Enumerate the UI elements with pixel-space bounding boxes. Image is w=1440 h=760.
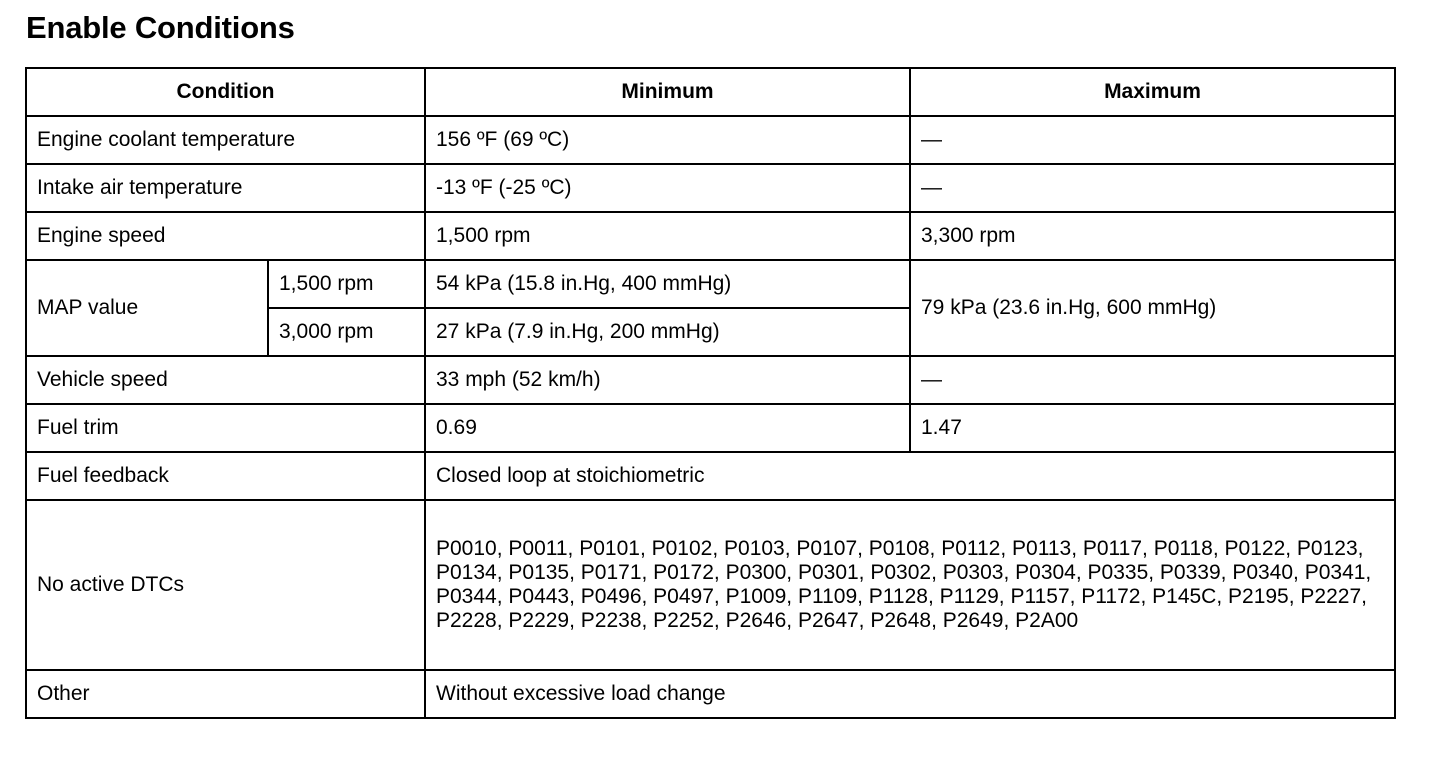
condition-label: No active DTCs <box>26 500 425 670</box>
condition-label: Intake air temperature <box>26 164 425 212</box>
table-row <box>26 212 1395 260</box>
header-condition: Condition <box>26 68 425 116</box>
enable-conditions-table <box>25 67 1396 719</box>
header-minimum: Minimum <box>425 68 910 116</box>
table-row <box>26 116 1395 164</box>
table-row <box>26 164 1395 212</box>
sub-condition-label: 3,000 rpm <box>268 308 425 356</box>
condition-label: Engine speed <box>26 212 425 260</box>
sub-condition-label: 1,500 rpm <box>268 260 425 308</box>
condition-label: Vehicle speed <box>26 356 425 404</box>
condition-label: Fuel feedback <box>26 452 425 500</box>
minimum-value: 0.69 <box>425 404 910 452</box>
condition-label: MAP value <box>26 260 268 356</box>
minimum-value: 54 kPa (15.8 in.Hg, 400 mmHg) <box>425 260 910 308</box>
condition-label: Other <box>26 670 425 718</box>
minimum-value: 33 mph (52 km/h) <box>425 356 910 404</box>
condition-value: Closed loop at stoichiometric <box>425 452 1395 500</box>
maximum-value: — <box>910 164 1395 212</box>
table-row <box>26 452 1395 500</box>
header-row <box>26 68 1395 116</box>
minimum-value: -13 ºF (-25 ºC) <box>425 164 910 212</box>
table-row <box>26 404 1395 452</box>
minimum-value: 27 kPa (7.9 in.Hg, 200 mmHg) <box>425 308 910 356</box>
page-title: Enable Conditions <box>26 10 295 45</box>
minimum-value: 1,500 rpm <box>425 212 910 260</box>
condition-label: Engine coolant temperature <box>26 116 425 164</box>
dtc-list: P0010, P0011, P0101, P0102, P0103, P0107, P0108, P0112, P0113, P0117, P0118, P0122, P0123, P0134, P0135, P0171, P0172, P0300, P0301, P0302, P0303, P0304, P0335, P0339, P0340, P0341, P0344, P0443, P0496, P0497, P1009, P1109, P1128, P1129, P1157, P1172, P145C, P2195, P2227, P2228, P2229, P2238, P2252, P2646, P2647, P2648, P2649, P2A00 <box>425 500 1395 670</box>
table-row <box>26 670 1395 718</box>
minimum-value: 156 ºF (69 ºC) <box>425 116 910 164</box>
maximum-value: — <box>910 356 1395 404</box>
table-row <box>26 500 1395 670</box>
table-row <box>26 356 1395 404</box>
maximum-value: — <box>910 116 1395 164</box>
maximum-value: 1.47 <box>910 404 1395 452</box>
header-maximum: Maximum <box>910 68 1395 116</box>
maximum-value: 79 kPa (23.6 in.Hg, 600 mmHg) <box>910 260 1395 356</box>
maximum-value: 3,300 rpm <box>910 212 1395 260</box>
table-row <box>26 260 1395 308</box>
condition-label: Fuel trim <box>26 404 425 452</box>
condition-value: Without excessive load change <box>425 670 1395 718</box>
